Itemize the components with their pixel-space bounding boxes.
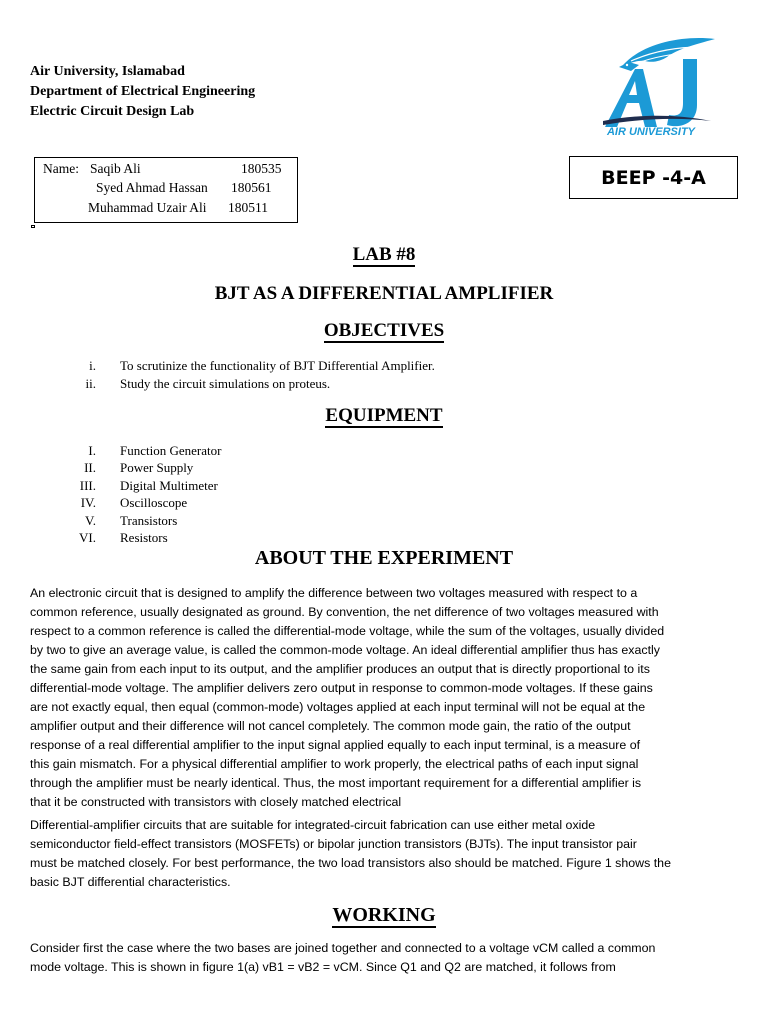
text-line: Consider first the case where the two bases are joined together and connected to a voltage vCM called a common	[30, 941, 656, 955]
equipment-heading	[0, 405, 768, 428]
about-paragraph-1	[30, 584, 740, 812]
item-text: Function Generator	[120, 443, 222, 458]
item-number: III.	[79, 477, 96, 493]
item-number: I.	[88, 443, 96, 458]
text-line: response of a real differential amplifier to the input signal applied equally to each input terminal, is a measure of	[30, 738, 641, 752]
item-text: Transistors	[120, 512, 178, 528]
item-number: VI.	[79, 530, 96, 545]
text-line: this gain mismatch. For a physical differential amplifier to work properly, the electrical paths of each input signal	[30, 757, 639, 771]
name-label: Name:	[43, 161, 79, 176]
student-name: Saqib Ali	[90, 161, 141, 176]
lab-number	[0, 244, 768, 267]
text-line: respect to a common reference is called the differential-mode voltage, while the sum of the voltages, usually divided	[30, 624, 665, 638]
working-paragraph	[30, 939, 740, 977]
student-row	[35, 161, 297, 179]
lab-title	[0, 283, 768, 305]
institution-header	[30, 62, 255, 122]
logo-emblem-icon	[583, 35, 718, 141]
text-line: by two to give an average value, is called the common-mode voltage. An ideal differential amplifier thus has exactly	[30, 643, 660, 657]
item-number: ii.	[85, 376, 96, 391]
lab-number-text: LAB #8	[352, 244, 416, 265]
section-box	[569, 156, 738, 199]
about-paragraph-2	[30, 816, 740, 892]
objectives-heading-text: OBJECTIVES	[323, 320, 445, 341]
working-heading-text: WORKING	[332, 904, 436, 926]
item-number: IV.	[80, 495, 96, 511]
item-text: Power Supply	[120, 460, 194, 476]
student-id: 180535	[241, 161, 282, 176]
objectives-heading	[0, 320, 768, 343]
air-university-logo	[583, 35, 718, 141]
university-name: Air University, Islamabad	[30, 64, 185, 79]
text-line: differential-mode voltage. The amplifier delivers zero output in response to common-mode voltages. If these gains	[30, 681, 653, 695]
item-text: Study the circuit simulations on proteus.	[120, 376, 331, 391]
text-line: basic BJT differential characteristics.	[30, 875, 231, 889]
text-line: mode voltage. This is shown in figure 1(a) vB1 = vB2 = vCM. Since Q1 and Q2 are matched, it follows from	[30, 960, 616, 974]
text-line: An electronic circuit that is designed to amplify the difference between two voltages measured with respect to a	[30, 586, 638, 600]
about-heading	[0, 547, 768, 570]
text-line: common reference, usually designated as ground. By convention, the net difference of two voltages measured with	[30, 605, 659, 619]
equipment-heading-text: EQUIPMENT	[325, 405, 443, 426]
item-text: Oscilloscope	[120, 495, 188, 511]
section-code: BEEP -4-A	[601, 166, 706, 189]
equipment-list	[56, 442, 656, 548]
text-line: must be matched closely. For best performance, the two load transistors also should be matched. Figure 1 shows the	[30, 856, 671, 870]
student-names-box	[34, 157, 298, 223]
item-text: Resistors	[120, 530, 168, 545]
item-text: Digital Multimeter	[120, 477, 218, 493]
text-line: are not exactly equal, then equal (common-mode) voltages applied at each input terminal will not be equal at the	[30, 700, 646, 714]
lab-course-name: Electric Circuit Design Lab	[30, 104, 195, 119]
student-row	[35, 180, 297, 198]
text-line: the same gain from each input to its output, and the amplifier produces an output that is directly proportional to its	[30, 662, 650, 676]
anchor-marker	[31, 225, 35, 228]
text-line: Differential-amplifier circuits that are suitable for integrated-circuit fabrication can use either metal oxide	[30, 818, 596, 832]
student-name: Muhammad Uzair Ali	[88, 200, 207, 215]
student-id: 180561	[231, 180, 272, 195]
text-line: amplifier output and their difference will not cancel completely. The common mode gain, the ratio of the output	[30, 719, 631, 733]
item-number: II.	[84, 460, 96, 476]
student-name: Syed Ahmad Hassan	[96, 180, 208, 195]
item-number: i.	[89, 358, 96, 373]
student-row	[35, 200, 297, 218]
text-line: through the amplifier must be nearly identical. Thus, the most important requirement for a differential amplifier is	[30, 776, 642, 790]
item-number: V.	[85, 512, 96, 528]
working-heading	[0, 904, 768, 928]
objectives-list	[56, 357, 656, 393]
department-name: Department of Electrical Engineering	[30, 84, 256, 99]
item-text: To scrutinize the functionality of BJT Differential Amplifier.	[120, 358, 435, 373]
text-line: semiconductor field-effect transistors (MOSFETs) or bipolar junction transistors (BJTs). The input transistor pair	[30, 837, 637, 851]
about-heading-text: ABOUT THE EXPERIMENT	[254, 547, 514, 569]
student-id: 180511	[228, 200, 268, 215]
lab-title-text: BJT AS A DIFFERENTIAL AMPLIFIER	[214, 283, 554, 304]
logo-text: AIR UNIVERSITY	[606, 126, 696, 138]
text-line: that it be constructed with transistors with closely matched electrical	[30, 795, 402, 809]
